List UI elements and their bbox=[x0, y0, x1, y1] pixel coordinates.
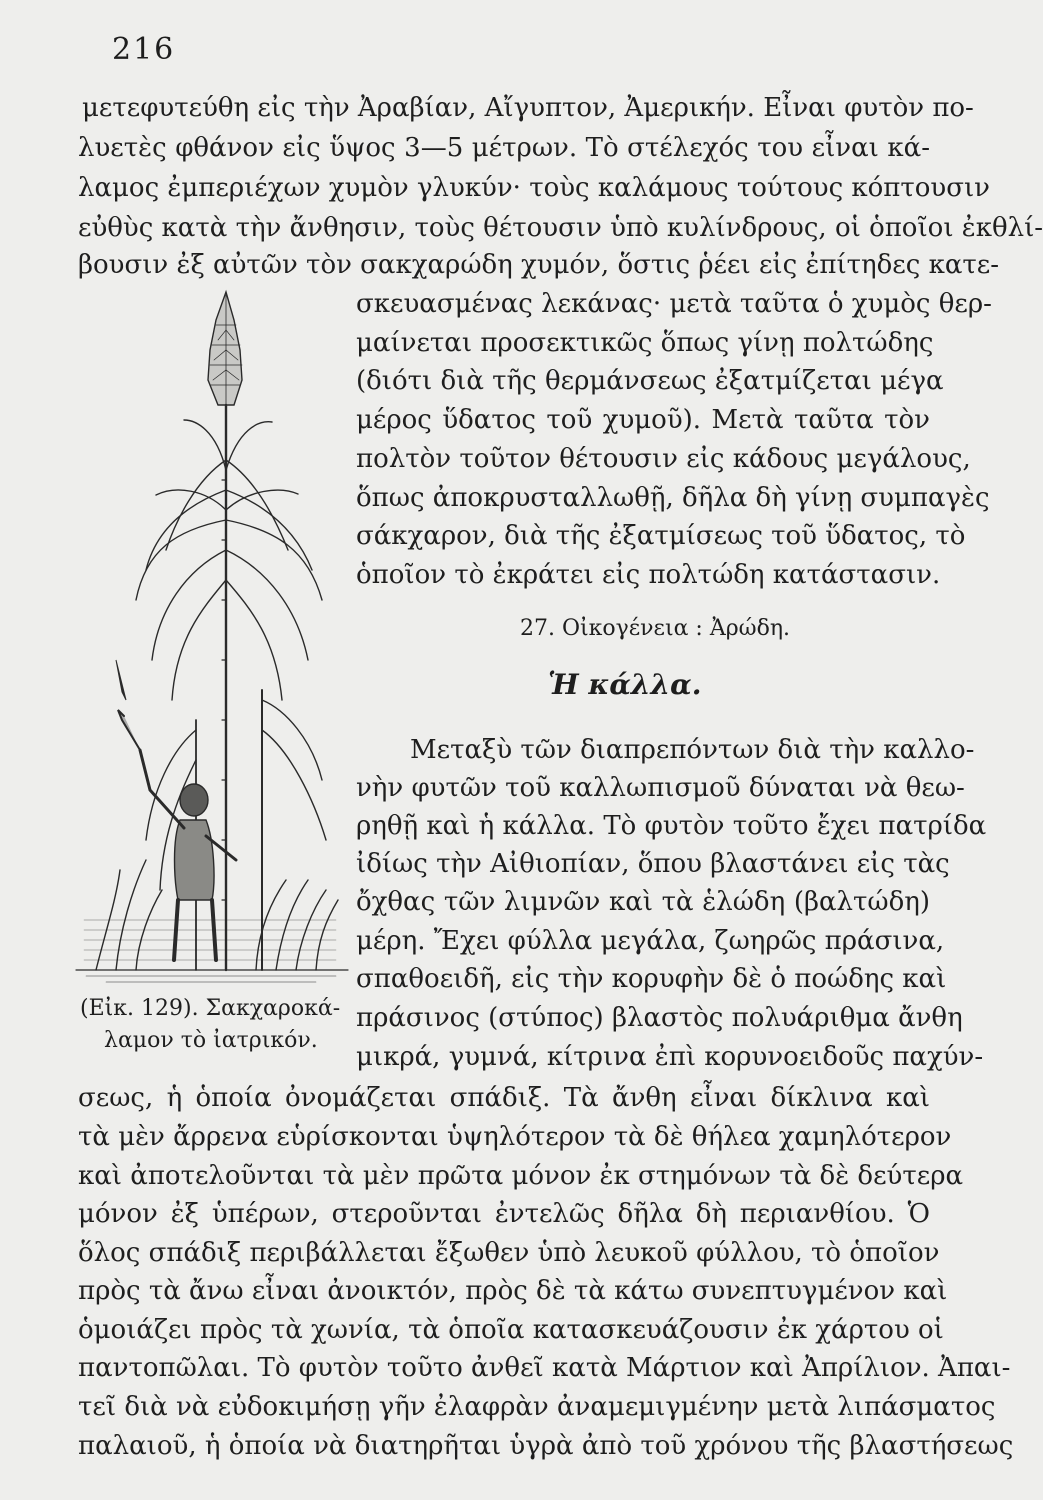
text-line: λαμος ἐμπεριέχων χυμὸν γλυκύν· τοὺς καλάμους τούτους κόπτουσιν bbox=[78, 173, 990, 203]
text-line: Μεταξὺ τῶν διαπρεπόντων διὰ τὴν καλλο- bbox=[410, 735, 975, 765]
text-line: μέρη. Ἔχει φύλλα μεγάλα, ζωηρῶς πράσινα, bbox=[356, 926, 945, 956]
text-line: ὅπως ἀποκρυσταλλωθῇ, δῆλα δὴ γίνῃ συμπαγὲς bbox=[356, 483, 990, 513]
text-line: πολτὸν τοῦτον θέτουσιν εἰς κάδους μεγάλους, bbox=[356, 444, 971, 474]
text-line: μετεφυτεύθη εἰς τὴν Ἀραβίαν, Αἴγυπτον, Ἀμερικήν. Εἶναι φυτὸν πο- bbox=[82, 93, 974, 123]
text-line: μαίνεται προσεκτικῶς ὅπως γίνῃ πολτώδης bbox=[356, 328, 934, 358]
text-line: μόνον ἐξ ὑπέρων, στεροῦνται ἐντελῶς δῆλα δὴ περιανθίου. Ὁ bbox=[78, 1199, 930, 1229]
text-line: ὁμοιάζει πρὸς τὰ χωνία, τὰ ὁποῖα κατασκευάζουσιν ἐκ χάρτου οἱ bbox=[78, 1315, 944, 1345]
text-line: σάκχαρον, διὰ τῆς ἐξατμίσεως τοῦ ὕδατος, τὸ bbox=[356, 521, 966, 551]
text-line: (διότι διὰ τῆς θερμάνσεως ἐξατμίζεται μέγα bbox=[356, 366, 944, 396]
text-line: παλαιοῦ, ἡ ὁποία νὰ διατηρῆται ὑγρὰ ἀπὸ τοῦ χρόνου τῆς βλαστήσεως bbox=[78, 1431, 1014, 1461]
text-line: παντοπῶλαι. Τὸ φυτὸν τοῦτο ἀνθεῖ κατὰ Μάρτιον καὶ Ἀπρίλιον. Ἀπαι- bbox=[78, 1353, 1011, 1383]
text-line: ὅλος σπάδιξ περιβάλλεται ἔξωθεν ὑπὸ λευκοῦ φύλλου, τὸ ὁποῖον bbox=[78, 1238, 940, 1268]
text-line: ρηθῇ καὶ ἡ κάλλα. Τὸ φυτὸν τοῦτο ἔχει πατρίδα bbox=[356, 811, 987, 841]
text-line: ὁποῖον τὸ ἐκράτει εἰς πολτώδη κατάστασιν. bbox=[356, 560, 941, 590]
text-line: τὰ μὲν ἄρρενα εὑρίσκονται ὑψηλότερον τὰ δὲ θήλεα χαμηλότερον bbox=[78, 1122, 952, 1152]
text-line: σκευασμένας λεκάνας· μετὰ ταῦτα ὁ χυμὸς θερ- bbox=[356, 289, 992, 319]
text-line: βουσιν ἐξ αὐτῶν τὸν σακχαρώδη χυμόν, ὅστις ῥέει εἰς ἐπίτηδες κατε- bbox=[78, 250, 1000, 280]
figure-caption: (Εἰκ. 129). Σακχαροκά- bbox=[80, 996, 341, 1021]
text-line: εὐθὺς κατὰ τὴν ἄνθησιν, τοὺς θέτουσιν ὑπὸ κυλίνδρους, οἱ ὁποῖοι ἐκθλί- bbox=[78, 213, 1043, 243]
family-label: 27. Οἰκογένεια : Ἀρώδη. bbox=[520, 616, 791, 641]
figure-caption: λαμον τὸ ἰατρικόν. bbox=[104, 1028, 318, 1053]
text-line: ὄχθας τῶν λιμνῶν καὶ τὰ ἑλώδη (βαλτώδη) bbox=[356, 887, 930, 917]
text-line: σεως, ἡ ὁποία ὀνομάζεται σπάδιξ. Τὰ ἄνθη εἶναι δίκλινα καὶ bbox=[78, 1083, 930, 1113]
text-line: μικρά, γυμνά, κίτρινα ἐπὶ κορυνοειδοῦς παχύν- bbox=[356, 1042, 984, 1072]
text-line: σπαθοειδῆ, εἰς τὴν κορυφὴν δὲ ὁ ποώδης καὶ bbox=[356, 964, 947, 994]
text-line: τεῖ διὰ νὰ εὐδοκιμήσῃ γῆν ἐλαφρὰν ἀναμεμιγμένην μετὰ λιπάσματος bbox=[78, 1392, 996, 1422]
text-line: νὴν φυτῶν τοῦ καλλωπισμοῦ δύναται νὰ θεω- bbox=[356, 773, 965, 803]
text-line: πράσινος (στύπος) βλαστὸς πολυάριθμα ἄνθη bbox=[356, 1003, 963, 1033]
section-heading: Ἡ κάλλα. bbox=[548, 668, 702, 701]
text-line: ἰδίως τὴν Αἰθιοπίαν, ὅπου βλαστάνει εἰς τὰς bbox=[356, 849, 950, 879]
page-number: 216 bbox=[112, 32, 176, 67]
text-line: μέρος ὕδατος τοῦ χυμοῦ). Μετὰ ταῦτα τὸν bbox=[356, 405, 930, 435]
text-line: πρὸς τὰ ἄνω εἶναι ἀνοικτόν, πρὸς δὲ τὰ κάτω συνεπτυγμένον καὶ bbox=[78, 1276, 948, 1306]
text-line: καὶ ἀποτελοῦνται τὰ μὲν πρῶτα μόνον ἐκ στημόνων τὰ δὲ δεύτερα bbox=[78, 1161, 964, 1191]
text-line: λυετὲς φθάνον εἰς ὕψος 3—5 μέτρων. Τὸ στέλεχός του εἶναι κά- bbox=[78, 133, 930, 163]
sugarcane-engraving bbox=[76, 280, 348, 992]
